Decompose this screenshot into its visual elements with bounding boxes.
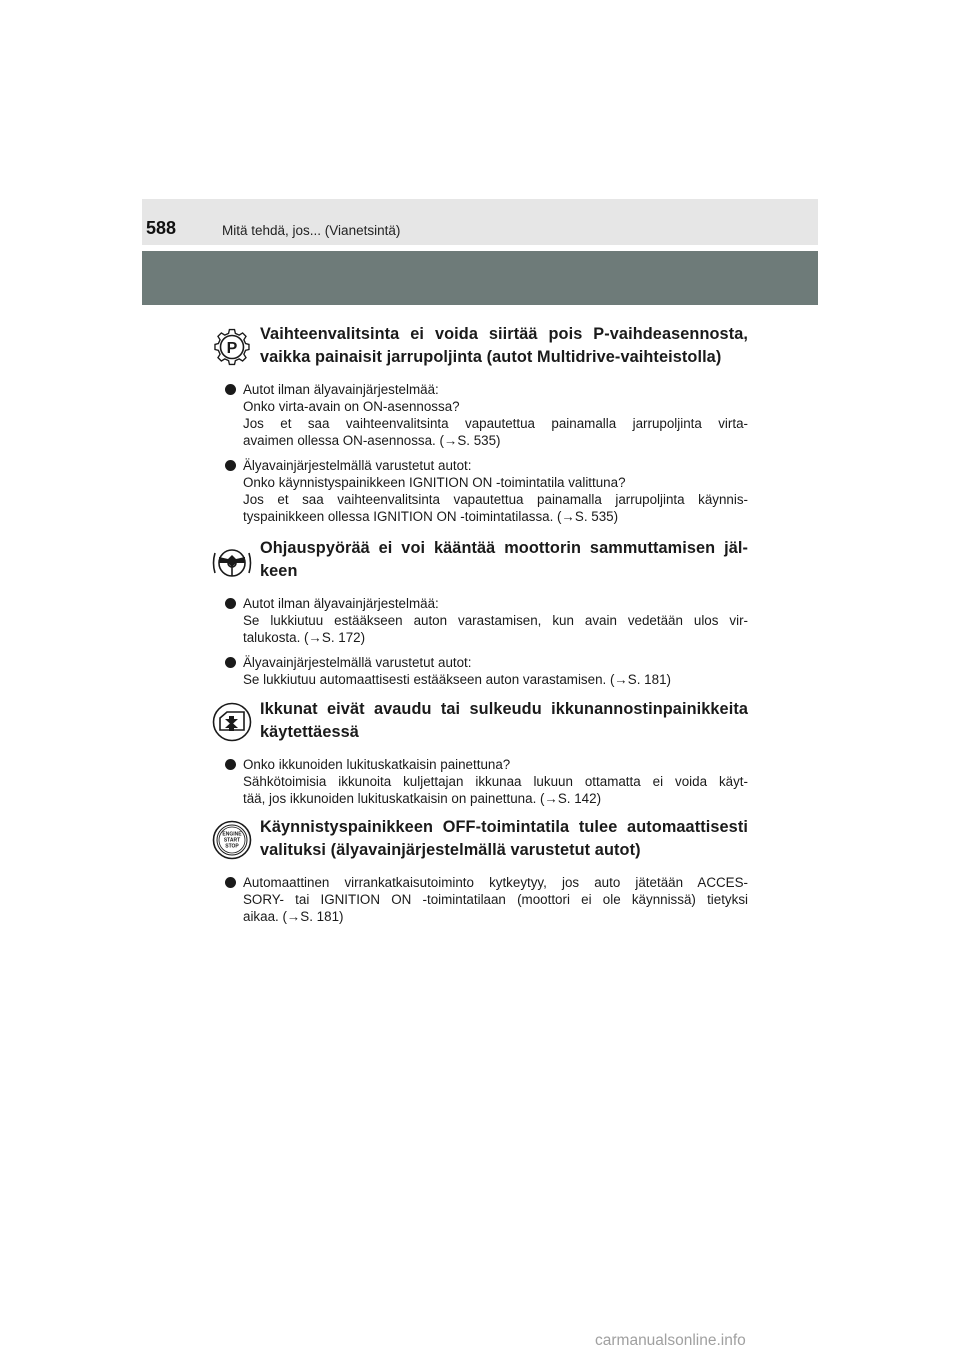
bullet-icon (225, 384, 236, 395)
text-line: Älyavainjärjestelmällä varustetut autot: (243, 458, 472, 473)
section-power-windows (212, 698, 748, 815)
bullet-icon (225, 598, 236, 609)
bullet-icon (225, 657, 236, 668)
svg-text:P: P (226, 340, 238, 357)
list-item (212, 595, 748, 646)
text-line: SORY- tai IGNITION ON -toimintatilaan (moottori ei ole käynnissä) tietyksi (243, 892, 748, 907)
section-shift-lever (212, 323, 748, 533)
section-title: Ohjauspyörää ei voi kääntää moottorin sammuttamisen jäl-keen (260, 539, 748, 580)
gear-p-icon (212, 327, 252, 367)
text-line: Onko ikkunoiden lukituskatkaisin painettuna? (243, 757, 511, 772)
text-line: tää, jos ikkunoiden lukituskatkaisin on painettuna. (→S. 142) (243, 791, 602, 806)
text-line: Onko käynnistyspainikkeen IGNITION ON -toimintatila valittuna? (243, 475, 626, 490)
icon-label: STOP (225, 843, 239, 850)
section-header (212, 323, 748, 369)
text-line: Autot ilman älyavainjärjestelmää: (243, 596, 439, 611)
text-line: Jos et saa vaihteenvalitsinta vapautettua painamalla jarrupoljinta virta- (243, 416, 748, 431)
text-line: Jos et saa vaihteenvalitsinta vapautettua painamalla jarrupoljinta käynnis- (243, 492, 748, 507)
text-line: tyspainikkeen ollessa IGNITION ON -toimintatilassa. (→S. 535) (243, 509, 619, 524)
list-item (212, 457, 748, 525)
bullet-icon (225, 759, 236, 770)
text-line: Sähkötoimisia ikkunoita kuljettajan ikkunaa lukuun ottamatta ei voida käyt- (243, 774, 748, 789)
engine-start-stop-icon (212, 820, 252, 860)
list-item (212, 381, 748, 449)
bullet-icon (225, 460, 236, 471)
list-item (212, 756, 748, 807)
section-title: Vaihteenvalitsinta ei voida siirtää pois P-vaihdeasennosta, vaikka painaisit jarrupoljinta (autot Multidrive-vaihteistolla) (260, 325, 748, 366)
text-line: Se lukkiutuu automaattisesti estääkseen auton varastamisen. (→S. 181) (243, 672, 671, 687)
text-line: aikaa. (→S. 181) (243, 909, 344, 924)
section-header (212, 816, 748, 862)
section-title: Käynnistyspainikkeen OFF-toimintatila tulee automaattisesti valituksi (älyavainjärjestelmällä varustetut autot) (260, 818, 748, 859)
list-item (212, 654, 748, 688)
page-number: 588 (146, 218, 177, 238)
text-line: Se lukkiutuu estääkseen auton varastamisen, kun avain vedetään ulos vir- (243, 613, 748, 628)
header-band (142, 199, 818, 245)
watermark: carmanualsonline.info (595, 1332, 746, 1349)
text-line: Älyavainjärjestelmällä varustetut autot: (243, 655, 472, 670)
running-head: Mitä tehdä, jos... (Vianetsintä) (222, 223, 401, 238)
bullet-icon (225, 877, 236, 888)
text-line: avaimen ollessa ON-asennossa. (→S. 535) (243, 433, 501, 448)
steering-lock-icon (212, 543, 252, 583)
window-lock-icon (212, 702, 252, 742)
section-header (212, 537, 748, 583)
icon-label: ENGINE (222, 831, 242, 838)
list-item (212, 874, 748, 925)
icon-label: START (223, 837, 241, 844)
section-header (212, 698, 748, 744)
text-line: Automaattinen virrankatkaisutoiminto kytkeytyy, jos auto jätetään ACCES- (243, 875, 748, 890)
section-steering-wheel (212, 537, 748, 696)
text-line: Onko virta-avain on ON-asennossa? (243, 399, 460, 414)
section-off-mode (212, 816, 748, 933)
text-line: Autot ilman älyavainjärjestelmää: (243, 382, 439, 397)
text-line: talukosta. (→S. 172) (243, 630, 366, 645)
section-title: Ikkunat eivät avaudu tai sulkeudu ikkunannostinpainikkeita käytettäessä (260, 700, 748, 741)
title-band (142, 251, 818, 305)
